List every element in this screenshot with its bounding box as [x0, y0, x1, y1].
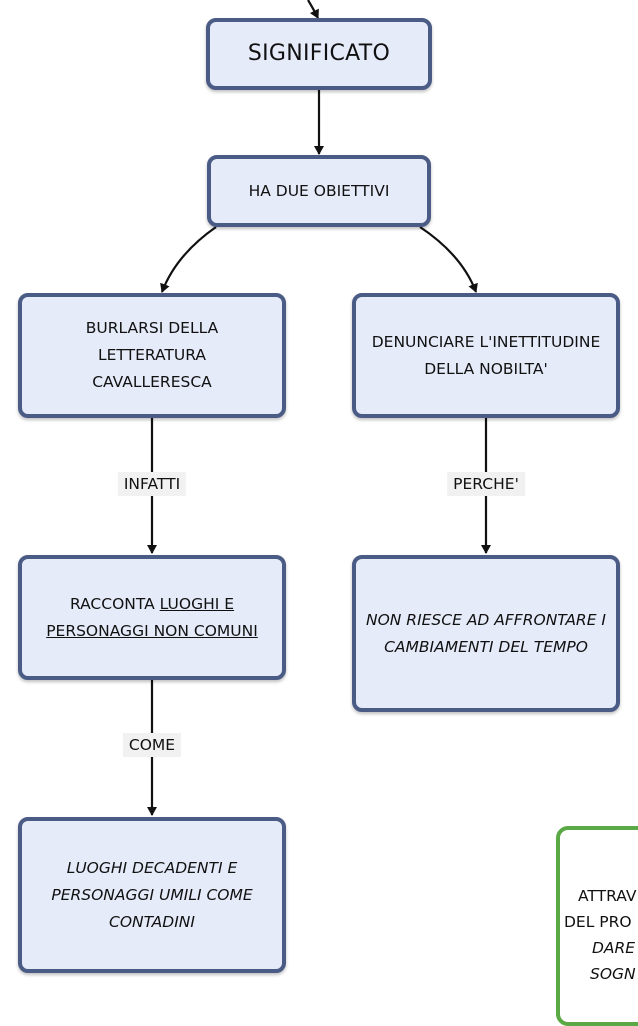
partial-line-4: SOGN [590, 965, 636, 983]
edge-top-incoming [308, 0, 318, 18]
node-denunciare-label: DENUNCIARE L'INETTITUDINE DELLA NOBILTA' [371, 332, 601, 378]
racconta-underlined-1: LUOGHI E [159, 594, 235, 613]
edge-label-infatti: INFATTI [118, 472, 186, 496]
edge-label-come: COME [123, 733, 181, 757]
partial-line-2: DEL PRO [564, 913, 632, 931]
node-luoghi-decadenti-label: LUOGHI DECADENTI E PERSONAGGI UMILI COME CONTADINI [51, 858, 253, 931]
node-denunciare[interactable] [352, 293, 620, 418]
node-non-riesce[interactable] [352, 555, 620, 712]
node-significato[interactable] [206, 18, 432, 90]
edge-label-perche: PERCHE' [447, 472, 525, 496]
node-ha-due-obiettivi[interactable] [207, 155, 431, 227]
node-luoghi-decadenti[interactable] [18, 817, 286, 973]
node-racconta[interactable] [18, 555, 286, 680]
node-burlarsi[interactable] [18, 293, 286, 418]
partial-line-3: DARE [592, 939, 636, 957]
node-non-riesce-label: NON RIESCE AD AFFRONTARE I CAMBIAMENTI DEL TEMPO [365, 610, 606, 656]
edge-obiettivi-burlarsi [162, 227, 216, 292]
partial-line-1: ATTRAV [578, 887, 637, 905]
node-significato-label: SIGNIFICATO [247, 41, 391, 66]
node-burlarsi-label: BURLARSI DELLA LETTERATURA CAVALLERESCA [85, 319, 219, 391]
edge-obiettivi-denunciare [420, 227, 476, 292]
node-racconta-label [46, 591, 258, 645]
racconta-underlined-2: PERSONAGGI NON COMUNI [46, 621, 258, 640]
racconta-prefix: RACCONTA [69, 594, 160, 613]
node-ha-due-obiettivi-label: HA DUE OBIETTIVI [248, 181, 390, 200]
node-partial-green[interactable] [556, 826, 638, 1026]
